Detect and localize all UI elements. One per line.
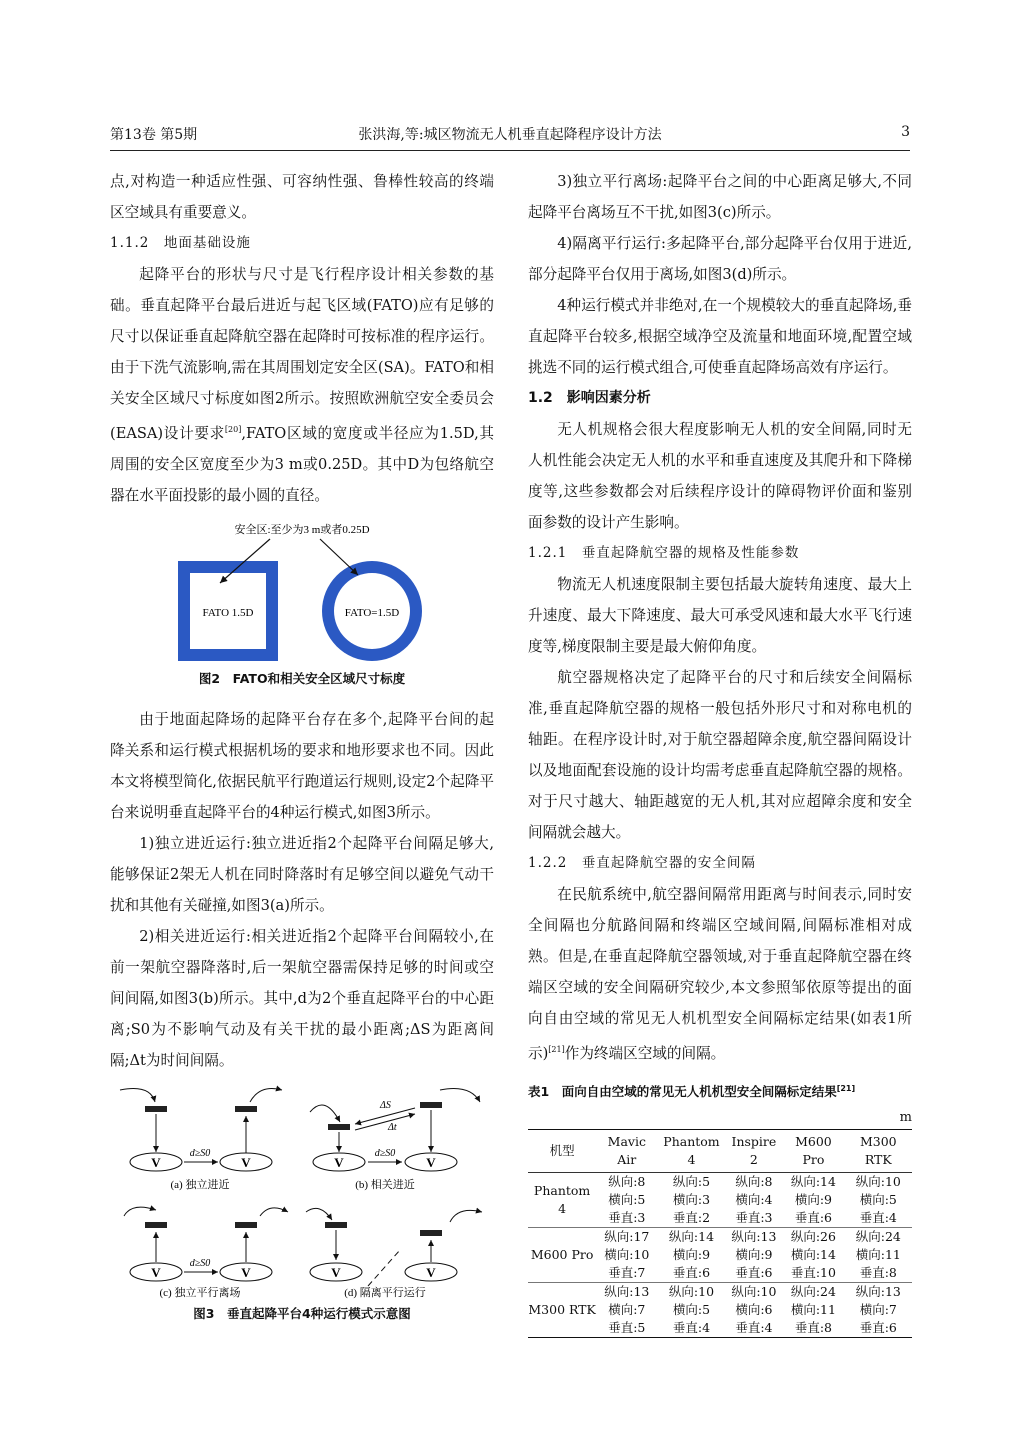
fato-square-label: FATO 1.5D [202,606,254,619]
table-cell: 横向:3 [672,1192,711,1208]
paragraph: 物流无人机速度限制主要包括最大旋转角速度、最大上升速度、最大下降速度、最大可承受风速和最大水平飞行速度等,梯度限制主要是最大俯仰角度。 [528,576,912,655]
table-cell: 纵向:13 [726,1228,783,1247]
table-cell: 纵向:14 [657,1228,725,1247]
paragraph: 3)独立平行离场:起降平台之间的中心距离足够大,不同起降平台离场互不干扰,如图3(c)所示。 [528,173,912,221]
table-caption-text: 表1 面向自由空域的常见无人机机型安全间隔标定结果 [528,1084,837,1100]
table-body [528,1173,912,1338]
table-cell: 垂直:8 [794,1320,832,1336]
table-cell: 垂直:6 [859,1320,897,1336]
svg-text:Δt: Δt [388,1121,397,1133]
running-header [110,124,910,148]
svg-text:V: V [151,1264,161,1280]
table-header-row [528,1130,912,1173]
paragraph: 点,对构造一种适应性强、可容纳性强、鲁棒性较高的终端区空域具有重要意义。 [110,173,494,221]
svg-text:V: V [151,1154,161,1170]
drone-icon [325,1222,347,1228]
safety-area-label: 安全区:至少为3 m或者0.25D [234,523,370,536]
table-cell: 垂直:4 [735,1320,773,1336]
paragraph-text: 起降平台的形状与尺寸是飞行程序设计相关参数的基础。垂直起降平台最后进近与起飞区域(FATO)应有足够的尺寸以保证垂直起降航空器在起降时可按标准的程序运行。由于下洗气流影响,需在其周围划定安全区(SA)。FATO和相关安全区域尺寸标度如图2所示。按照欧洲航空安全委员会(EASA)设计要求 [110,266,494,442]
separation-line [368,1250,400,1286]
column-header: M300 RTK [845,1130,912,1173]
section-heading-1-2-1: 1.2.1 垂直起降航空器的规格及性能参数 [528,545,800,561]
table-cell: 横向:7 [608,1302,646,1318]
table-cell: 纵向:10 [657,1283,725,1302]
drone-icon [145,1106,167,1112]
paragraph: 1)独立进近运行:独立进近指2个起降平台间隔足够大,能够保证2架无人机在同时降落时有足够空间以避免气动干扰和其他有关碰撞,如图3(a)所示。 [110,834,494,914]
paragraph [528,879,912,1069]
table-cell: 横向:7 [859,1302,897,1318]
table-cell: 横向:9 [794,1192,832,1208]
journal-volume: 第13卷 第5期 [110,127,198,143]
table-cell: 横向:5 [859,1192,897,1208]
section-heading-1-2-2: 1.2.2 垂直起降航空器的安全间隔 [528,855,756,871]
table-cell: 纵向:10 [855,1174,901,1190]
table-cell: 纵向:17 [596,1228,657,1247]
table-cell: 纵向:8 [608,1174,646,1190]
svg-text:V: V [241,1154,251,1170]
row-header-model: Phantom 4 [533,1183,591,1217]
header-rule [110,150,910,151]
section-heading-1-2: 1.2 影响因素分析 [528,390,651,406]
table-cell: 纵向:13 [845,1283,912,1302]
paragraph: 无人机规格会很大程度影响无人机的安全间隔,同时无人机性能会决定无人机的水平和垂直速度及其爬升和下降梯度等,这些参数都会对后续程序设计的障碍物评价面和鉴别面参数的设计产生影响。 [528,421,912,531]
operation-modes-diagram [110,1082,494,1302]
drone-icon [145,1222,167,1228]
page-number: 3 [901,124,910,140]
panel-d [306,1208,482,1299]
column-header: 机型 [528,1130,596,1173]
paragraph: 航空器规格决定了起降平台的尺寸和后续安全间隔标准,垂直起降航空器的规格一般包括外形尺寸和对称电机的轴距。在程序设计时,对于航空器超障余度,航空器间隔设计以及地面配套设施的设计均需考虑垂直起降航空器的规格。对于尺寸越大、轴距越宽的无人机,其对应超障余度和安全间隔就会越大。 [528,669,912,841]
table-cell: 横向:5 [672,1302,711,1318]
paragraph-text: 在民航系统中,航空器间隔常用距离与时间表示,同时安全间隔也分航路间隔和终端区空域间隔,间隔标准相对成熟。但是,在垂直起降航空器领域,对于垂直起降航空器在终端区空域的安全间隔研究较少,本文参照邹依原等提出的面向自由空域的常见无人机机型安全间隔标定结果(如表1所示) [528,886,912,1062]
table-cell: 垂直:8 [859,1265,897,1281]
svg-text:V: V [241,1264,251,1280]
table-cell: 纵向:24 [782,1283,844,1302]
row-header-model: M600 Pro [528,1228,596,1283]
table-cell: 横向:11 [790,1302,836,1318]
svg-text:V: V [334,1154,344,1170]
table-cell: 垂直:10 [790,1265,836,1281]
table-cell: 横向:9 [735,1247,773,1263]
table-unit: m [899,1110,912,1126]
table-cell: 垂直:7 [608,1265,646,1281]
svg-text:V: V [426,1264,436,1280]
table-cell: 垂直:6 [735,1265,773,1281]
left-column [110,166,494,1329]
table-cell: 横向:10 [604,1247,650,1263]
panel-d-label: (d) 隔离平行运行 [344,1286,426,1299]
paragraph: 由于地面起降场的起降平台存在多个,起降平台间的起降关系和运行模式根据机场的要求和地形要求也不同。因此本文将模型简化,依据民航平行跑道运行规则,设定2个起降平台来说明垂直起降平台的4种运行模式,如图3所示。 [110,710,494,821]
paragraph [110,259,494,511]
table-cell: 纵向:5 [672,1174,711,1190]
paragraph: 4)隔离平行运行:多起降平台,部分起降平台仅用于进近,部分起降平台仅用于离场,如图3(d)所示。 [528,235,912,283]
table-cell: 纵向:10 [726,1283,783,1302]
column-header: Phantom 4 [657,1130,725,1173]
right-column [528,166,912,1338]
table-cell: 垂直:6 [672,1265,711,1281]
svg-text:d≥S0: d≥S0 [189,1147,211,1159]
svg-text:V: V [331,1264,341,1280]
paragraph: 2)相关进近运行:相关进近指2个起降平台间隔较小,在前一架航空器降落时,后一架航空器需保持足够的时间或空间间隔,如图3(b)所示。其中,d为2个垂直起降平台的中心距离;S0为不影响气动及有关干扰的最小距离;ΔS为距离间隔;Δt为时间间隔。 [110,927,494,1069]
table-cell: 横向:5 [608,1192,646,1208]
panel-c-label: (c) 独立平行离场 [159,1286,241,1299]
citation-ref: [21] [548,1045,565,1054]
table-cell: 垂直:4 [672,1320,711,1336]
column-header: Mavic Air [596,1130,657,1173]
table-cell: 垂直:5 [608,1320,646,1336]
table-cell: 纵向:24 [845,1228,912,1247]
table-cell: 横向:6 [735,1302,773,1318]
separation-table [528,1129,912,1338]
table-1-caption [528,1073,912,1107]
figure-3 [110,1082,494,1302]
table-cell: 横向:11 [855,1247,901,1263]
paragraph-text: ,FATO区域的宽度或半径应为1.5D,其周围的安全区宽度至少为3 m或0.25D。其中D为包络航空器在水平面投影的最小圆的直径。 [110,424,494,504]
panel-c [124,1207,288,1299]
table-row [528,1173,912,1192]
paragraph-text: 作为终端区空域的间隔。 [564,1044,726,1062]
panel-b-label: (b) 相关进近 [355,1178,415,1191]
table-cell: 横向:14 [790,1247,836,1263]
panel-a-label: (a) 独立进近 [170,1178,230,1191]
table-cell: 横向:4 [735,1192,773,1208]
table-row [528,1228,912,1247]
panel-a [120,1088,282,1191]
fatg-diagram [110,519,494,669]
table-cell: 垂直:3 [608,1210,646,1226]
column-header: Inspire 2 [726,1130,783,1173]
table-row [528,1283,912,1302]
drone-icon [420,1230,442,1236]
running-title: 张洪海,等:城区物流无人机垂直起降程序设计方法 [358,127,662,143]
drone-icon [235,1106,257,1112]
row-header-model: M300 RTK [528,1283,596,1338]
figure-2 [110,519,494,669]
table-cell: 纵向:14 [790,1174,836,1190]
fato-circle-label: FATO=1.5D [344,606,400,619]
svg-text:V: V [426,1154,436,1170]
drone-icon [235,1222,257,1228]
table-cell: 纵向:13 [596,1283,657,1302]
drone-icon [328,1124,350,1130]
table-cell: 垂直:4 [859,1210,897,1226]
citation-ref: [21] [836,1083,856,1093]
arrow-to-circle [320,539,358,575]
citation-ref: [20] [224,425,242,434]
svg-text:d≥S0: d≥S0 [189,1257,211,1269]
paragraph: 4种运行模式并非绝对,在一个规模较大的垂直起降场,垂直起降平台较多,根据空域净空及流量和地面环境,配置空域挑选不同的运行模式组合,可使垂直起降场高效有序运行。 [528,297,912,376]
section-heading-1-1-2: 1.1.2 地面基础设施 [110,235,251,251]
drone-icon [420,1102,442,1108]
figure-3-caption: 图3 垂直起降平台4种运行模式示意图 [193,1305,411,1321]
svg-text:ΔS: ΔS [380,1099,391,1111]
table-cell: 垂直:6 [794,1210,832,1226]
table-cell: 垂直:3 [735,1210,773,1226]
panel-b [310,1088,480,1191]
table-cell: 横向:9 [672,1247,711,1263]
figure-2-caption: 图2 FATO和相关安全区域尺寸标度 [198,670,406,686]
column-header: M600 Pro [782,1130,844,1173]
table-cell: 纵向:8 [735,1174,773,1190]
table-cell: 纵向:26 [782,1228,844,1247]
table-cell: 垂直:2 [672,1210,711,1226]
svg-text:d≥S0: d≥S0 [374,1147,396,1159]
